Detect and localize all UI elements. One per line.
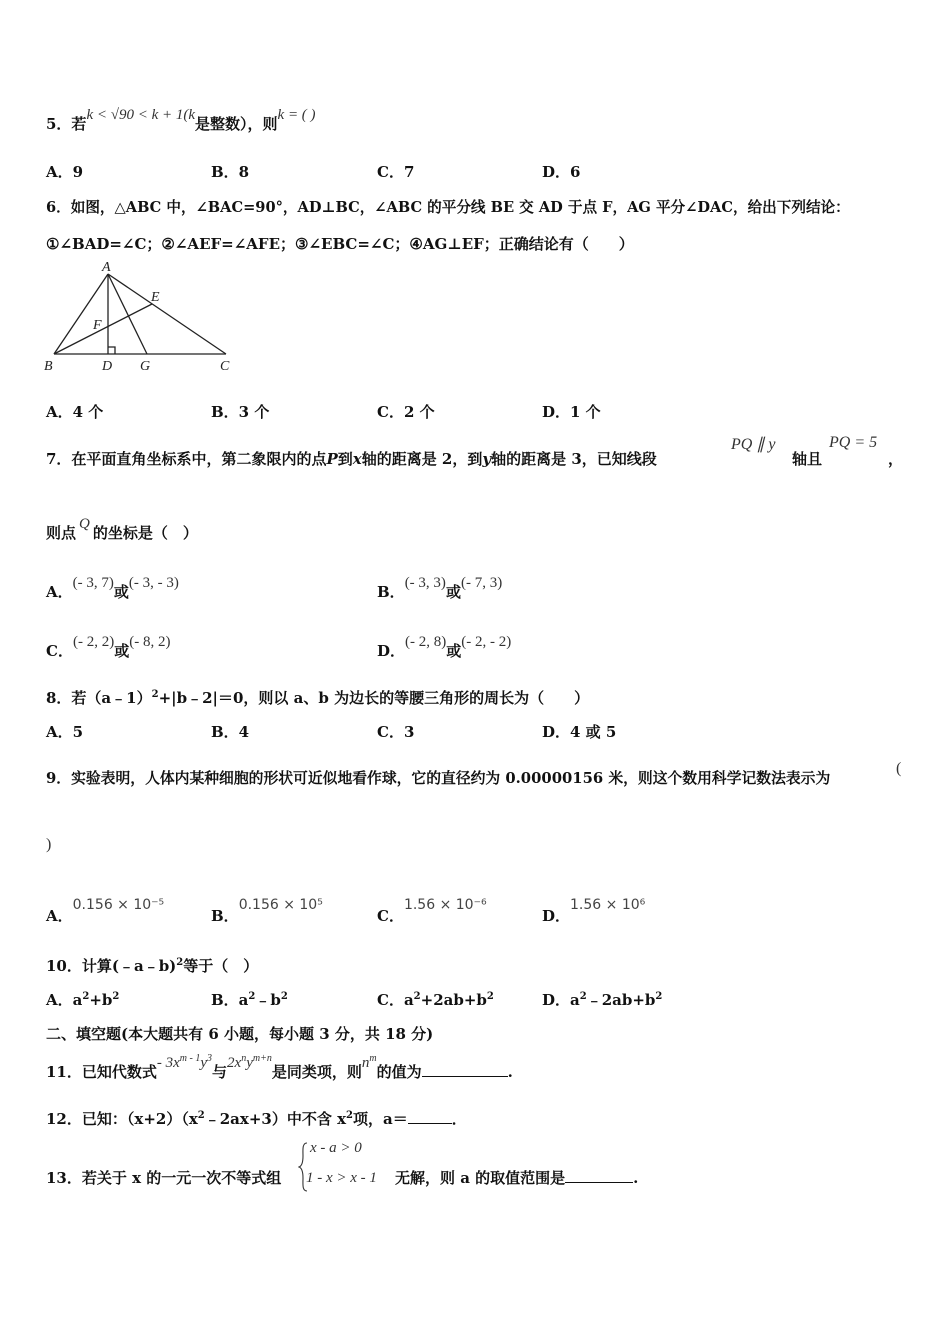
q10-text-a: 10．计算(﹣a﹣b) xyxy=(46,957,177,975)
q10-option-c-part-2: +2ab+b xyxy=(420,991,487,1009)
q10-option-c-part-1: C．a xyxy=(377,991,414,1009)
q7-option-c-label: C． xyxy=(46,642,73,660)
q10-superscript: 2 xyxy=(176,957,184,968)
q7-point-q: Q xyxy=(79,516,90,532)
q11-expr-1 xyxy=(157,1055,212,1071)
segment-ab xyxy=(54,274,108,354)
q8-option-c[interactable]: C．3 xyxy=(377,723,415,741)
q8-superscript: 2 xyxy=(151,689,159,700)
question-10 xyxy=(46,955,258,976)
q7-math-length: PQ = 5 xyxy=(829,434,878,451)
q10-option-a-sup-1: 2 xyxy=(82,991,90,1002)
q6-option-a[interactable]: A．4 个 xyxy=(46,403,104,421)
q7-option-c[interactable] xyxy=(46,634,171,661)
q13-answer-blank[interactable] xyxy=(565,1168,633,1183)
q5-text: 是整数），则 xyxy=(195,115,278,133)
q13-inequality-2: 1 - x > x - 1 xyxy=(306,1170,377,1186)
q5-math-left: k < √90 < k + 1(k xyxy=(86,107,196,123)
label-f: F xyxy=(93,318,102,333)
q11-answer-blank[interactable] xyxy=(422,1062,508,1077)
q11-text-d: 的值为 xyxy=(376,1063,422,1081)
q10-option-a[interactable] xyxy=(46,989,119,1010)
q12-text-b: ﹣2ax+3）中不含 x xyxy=(204,1110,347,1128)
q8-text-a: 8．若（a﹣1） xyxy=(46,689,152,707)
q13-text-b: 无解，则 a 的取值范围是 xyxy=(395,1169,566,1187)
q9-option-c-label: C． xyxy=(377,907,404,925)
segment-ac xyxy=(108,274,226,354)
q7-text-a: 7．在平面直角坐标系中，第二象限内的点 xyxy=(46,450,327,468)
q11-expr-3-exp: m xyxy=(369,1053,377,1064)
q7-option-c-or: 或 xyxy=(114,642,130,660)
q6-triangle-figure xyxy=(40,258,240,376)
q10-option-d-part-2: ﹣2ab+b xyxy=(586,991,656,1009)
q13-line xyxy=(395,1167,638,1188)
q7-option-b-or: 或 xyxy=(445,583,461,601)
label-e: E xyxy=(151,290,160,305)
label-a: A xyxy=(102,260,111,275)
q11-expr-3-base: n xyxy=(361,1055,370,1071)
q6-option-c[interactable]: C．2 个 xyxy=(377,403,435,421)
q10-option-d[interactable] xyxy=(542,989,662,1010)
q7-text-b: 到 xyxy=(337,450,353,468)
q7-line-2 xyxy=(46,516,198,543)
q7-option-c-coord-2: (- 8, 2) xyxy=(129,634,171,650)
q12-superscript-1: 2 xyxy=(197,1110,205,1121)
q12-text-a: 12．已知：（x+2）（x xyxy=(46,1110,198,1128)
q8-text-b: +|b﹣2|＝0，则以 a、b 为边长的等腰三角形的周长为（ ） xyxy=(158,689,590,707)
q5-option-d[interactable]: D．6 xyxy=(542,163,581,181)
q7-text-question: 的坐标是（ ） xyxy=(92,524,198,542)
q12-end: ． xyxy=(451,1110,467,1128)
q10-option-b-sup-2: 2 xyxy=(280,991,288,1002)
q7-option-b[interactable] xyxy=(377,575,503,602)
q9-option-a-label: A． xyxy=(46,907,73,925)
q7-option-b-coord-1: (- 3, 3) xyxy=(404,575,446,591)
q6-line-1: 6．如图，△ABC 中，∠BAC=90°，AD⊥BC，∠ABC 的平分线 BE 交 AD 于点 F，AG 平分∠DAC，给出下列结论： xyxy=(46,199,850,216)
q11-text-c: 是同类项，则 xyxy=(271,1063,362,1081)
q11-expr-2 xyxy=(227,1055,272,1071)
q7-option-a[interactable] xyxy=(46,575,179,602)
q13-text-a: 13．若关于 x 的一元一次不等式组 xyxy=(46,1169,282,1187)
q7-option-c-coord-1: (- 2, 2) xyxy=(72,634,115,650)
question-8 xyxy=(46,687,589,708)
q7-option-a-label: A． xyxy=(46,583,73,601)
q11-end: . xyxy=(507,1063,513,1081)
q7-option-d-coord-1: (- 2, 8) xyxy=(405,634,447,650)
q5-number: 5．若 xyxy=(46,115,87,133)
q10-option-c-sup-2: 2 xyxy=(486,991,494,1002)
q11-expr-1-y-exp: 3 xyxy=(207,1053,213,1064)
q5-math-right: k = ( ) xyxy=(277,107,316,123)
q10-option-c[interactable] xyxy=(377,989,494,1010)
q7-text-e: 轴且 xyxy=(792,450,823,468)
q11-expr-3 xyxy=(362,1055,377,1071)
q7-line-1 xyxy=(46,448,657,469)
q7-option-d-coord-2: (- 2, - 2) xyxy=(461,634,512,650)
q7-option-d-or: 或 xyxy=(446,642,462,660)
q5-option-b[interactable]: B．8 xyxy=(211,163,250,181)
q11-expr-2-base: 2x xyxy=(227,1055,242,1071)
q9-option-a[interactable] xyxy=(46,897,165,926)
q7-text-c: 轴的距离是 2，到 xyxy=(361,450,483,468)
q9-option-b[interactable] xyxy=(211,897,323,926)
segment-ag xyxy=(108,274,147,354)
q7-text-then: 则点 xyxy=(46,524,77,542)
q11-expr-1-exp: m - 1 xyxy=(179,1053,201,1064)
q7-option-b-coord-2: (- 7, 3) xyxy=(460,575,503,591)
q9-open-paren: ( xyxy=(896,760,902,777)
q9-option-c[interactable] xyxy=(377,897,487,926)
question-5 xyxy=(46,107,316,134)
q10-option-d-part-1: D．a xyxy=(542,991,580,1009)
q8-option-d[interactable]: D．4 或 5 xyxy=(542,723,617,741)
q7-math-parallel: PQ ∥ y xyxy=(731,436,776,453)
question-12 xyxy=(46,1108,467,1129)
q7-option-a-or: 或 xyxy=(113,583,129,601)
q13-inequality-1: x - a > 0 xyxy=(310,1140,362,1156)
q7-option-a-coord-2: (- 3, - 3) xyxy=(128,575,179,591)
q6-option-d[interactable]: D．1 个 xyxy=(542,403,601,421)
q11-text-b: 与 xyxy=(212,1063,228,1081)
q10-option-d-sup-2: 2 xyxy=(655,991,663,1002)
q9-option-d-value: 1.56 × 10⁶ xyxy=(570,897,646,913)
section-2-title: 二、填空题(本大题共有 6 小题，每小题 3 分，共 18 分) xyxy=(46,1025,434,1043)
q10-option-b-part-1: B．a xyxy=(211,991,249,1009)
q5-option-c[interactable]: C．7 xyxy=(377,163,415,181)
q10-option-d-sup-1: 2 xyxy=(579,991,587,1002)
q10-option-b-part-2: ﹣b xyxy=(255,991,281,1009)
segment-be xyxy=(54,304,152,354)
label-b: B xyxy=(44,359,53,374)
q9-option-b-label: B． xyxy=(211,907,239,925)
q8-option-b[interactable]: B．4 xyxy=(211,723,250,741)
right-angle-mark xyxy=(108,347,115,354)
q7-option-d[interactable] xyxy=(377,634,512,661)
q10-option-a-sup-2: 2 xyxy=(112,991,120,1002)
q6-line-2: ①∠BAD=∠C；②∠AEF=∠AFE；③∠EBC=∠C；④AG⊥EF；正确结论有（ ） xyxy=(46,235,634,253)
q7-point-p: P xyxy=(326,450,338,468)
label-g: G xyxy=(140,359,151,374)
q5-option-a[interactable]: A．9 xyxy=(46,163,84,181)
q9-option-d[interactable] xyxy=(542,897,646,926)
q13-end: . xyxy=(633,1169,639,1187)
q11-expr-2-exp: n xyxy=(241,1053,247,1064)
q9-option-b-value: 0.156 × 10⁵ xyxy=(238,897,323,913)
label-c: C xyxy=(220,359,230,374)
q9-line-1: 9．实验表明，人体内某种细胞的形状可近似地看作球，它的直径约为 0.00000156 米，则这个数用科学记数法表示为 xyxy=(46,770,831,787)
q10-option-b[interactable] xyxy=(211,989,288,1010)
q7-text-d: 轴的距离是 3，已知线段 xyxy=(491,450,657,468)
q9-option-c-value: 1.56 × 10⁻⁶ xyxy=(403,897,487,913)
q7-option-d-label: D． xyxy=(377,642,406,660)
q11-expr-2-y-exp: m+n xyxy=(252,1053,272,1064)
q9-option-a-value: 0.156 × 10⁻⁵ xyxy=(72,897,165,913)
q11-expr-2-y: y xyxy=(246,1055,253,1071)
q8-option-a[interactable]: A．5 xyxy=(46,723,84,741)
q10-option-b-sup-1: 2 xyxy=(248,991,256,1002)
q10-option-a-part-1: A．a xyxy=(46,991,83,1009)
q9-option-d-label: D． xyxy=(542,907,571,925)
q11-expr-1-base: - 3x xyxy=(156,1055,180,1071)
q7-y: y xyxy=(482,450,492,468)
q11-text-a: 11．已知代数式 xyxy=(46,1063,157,1081)
q12-superscript-2: 2 xyxy=(346,1110,353,1121)
label-d: D xyxy=(102,359,113,374)
q12-text-c: 项，a＝ xyxy=(353,1110,408,1128)
q9-close-paren: ) xyxy=(46,836,52,853)
q10-option-a-part-2: +b xyxy=(89,991,113,1009)
q6-option-b[interactable]: B．3 个 xyxy=(211,403,270,421)
q10-option-c-sup-1: 2 xyxy=(413,991,421,1002)
q7-x: x xyxy=(352,450,362,468)
q7-option-a-coord-1: (- 3, 7) xyxy=(72,575,114,591)
q11-expr-1-y: y xyxy=(200,1055,208,1071)
q12-answer-blank[interactable] xyxy=(408,1109,452,1124)
q10-text-b: 等于（ ） xyxy=(183,957,259,975)
q7-comma: ， xyxy=(888,450,904,468)
q7-option-b-label: B． xyxy=(377,583,405,601)
question-11 xyxy=(46,1053,513,1082)
